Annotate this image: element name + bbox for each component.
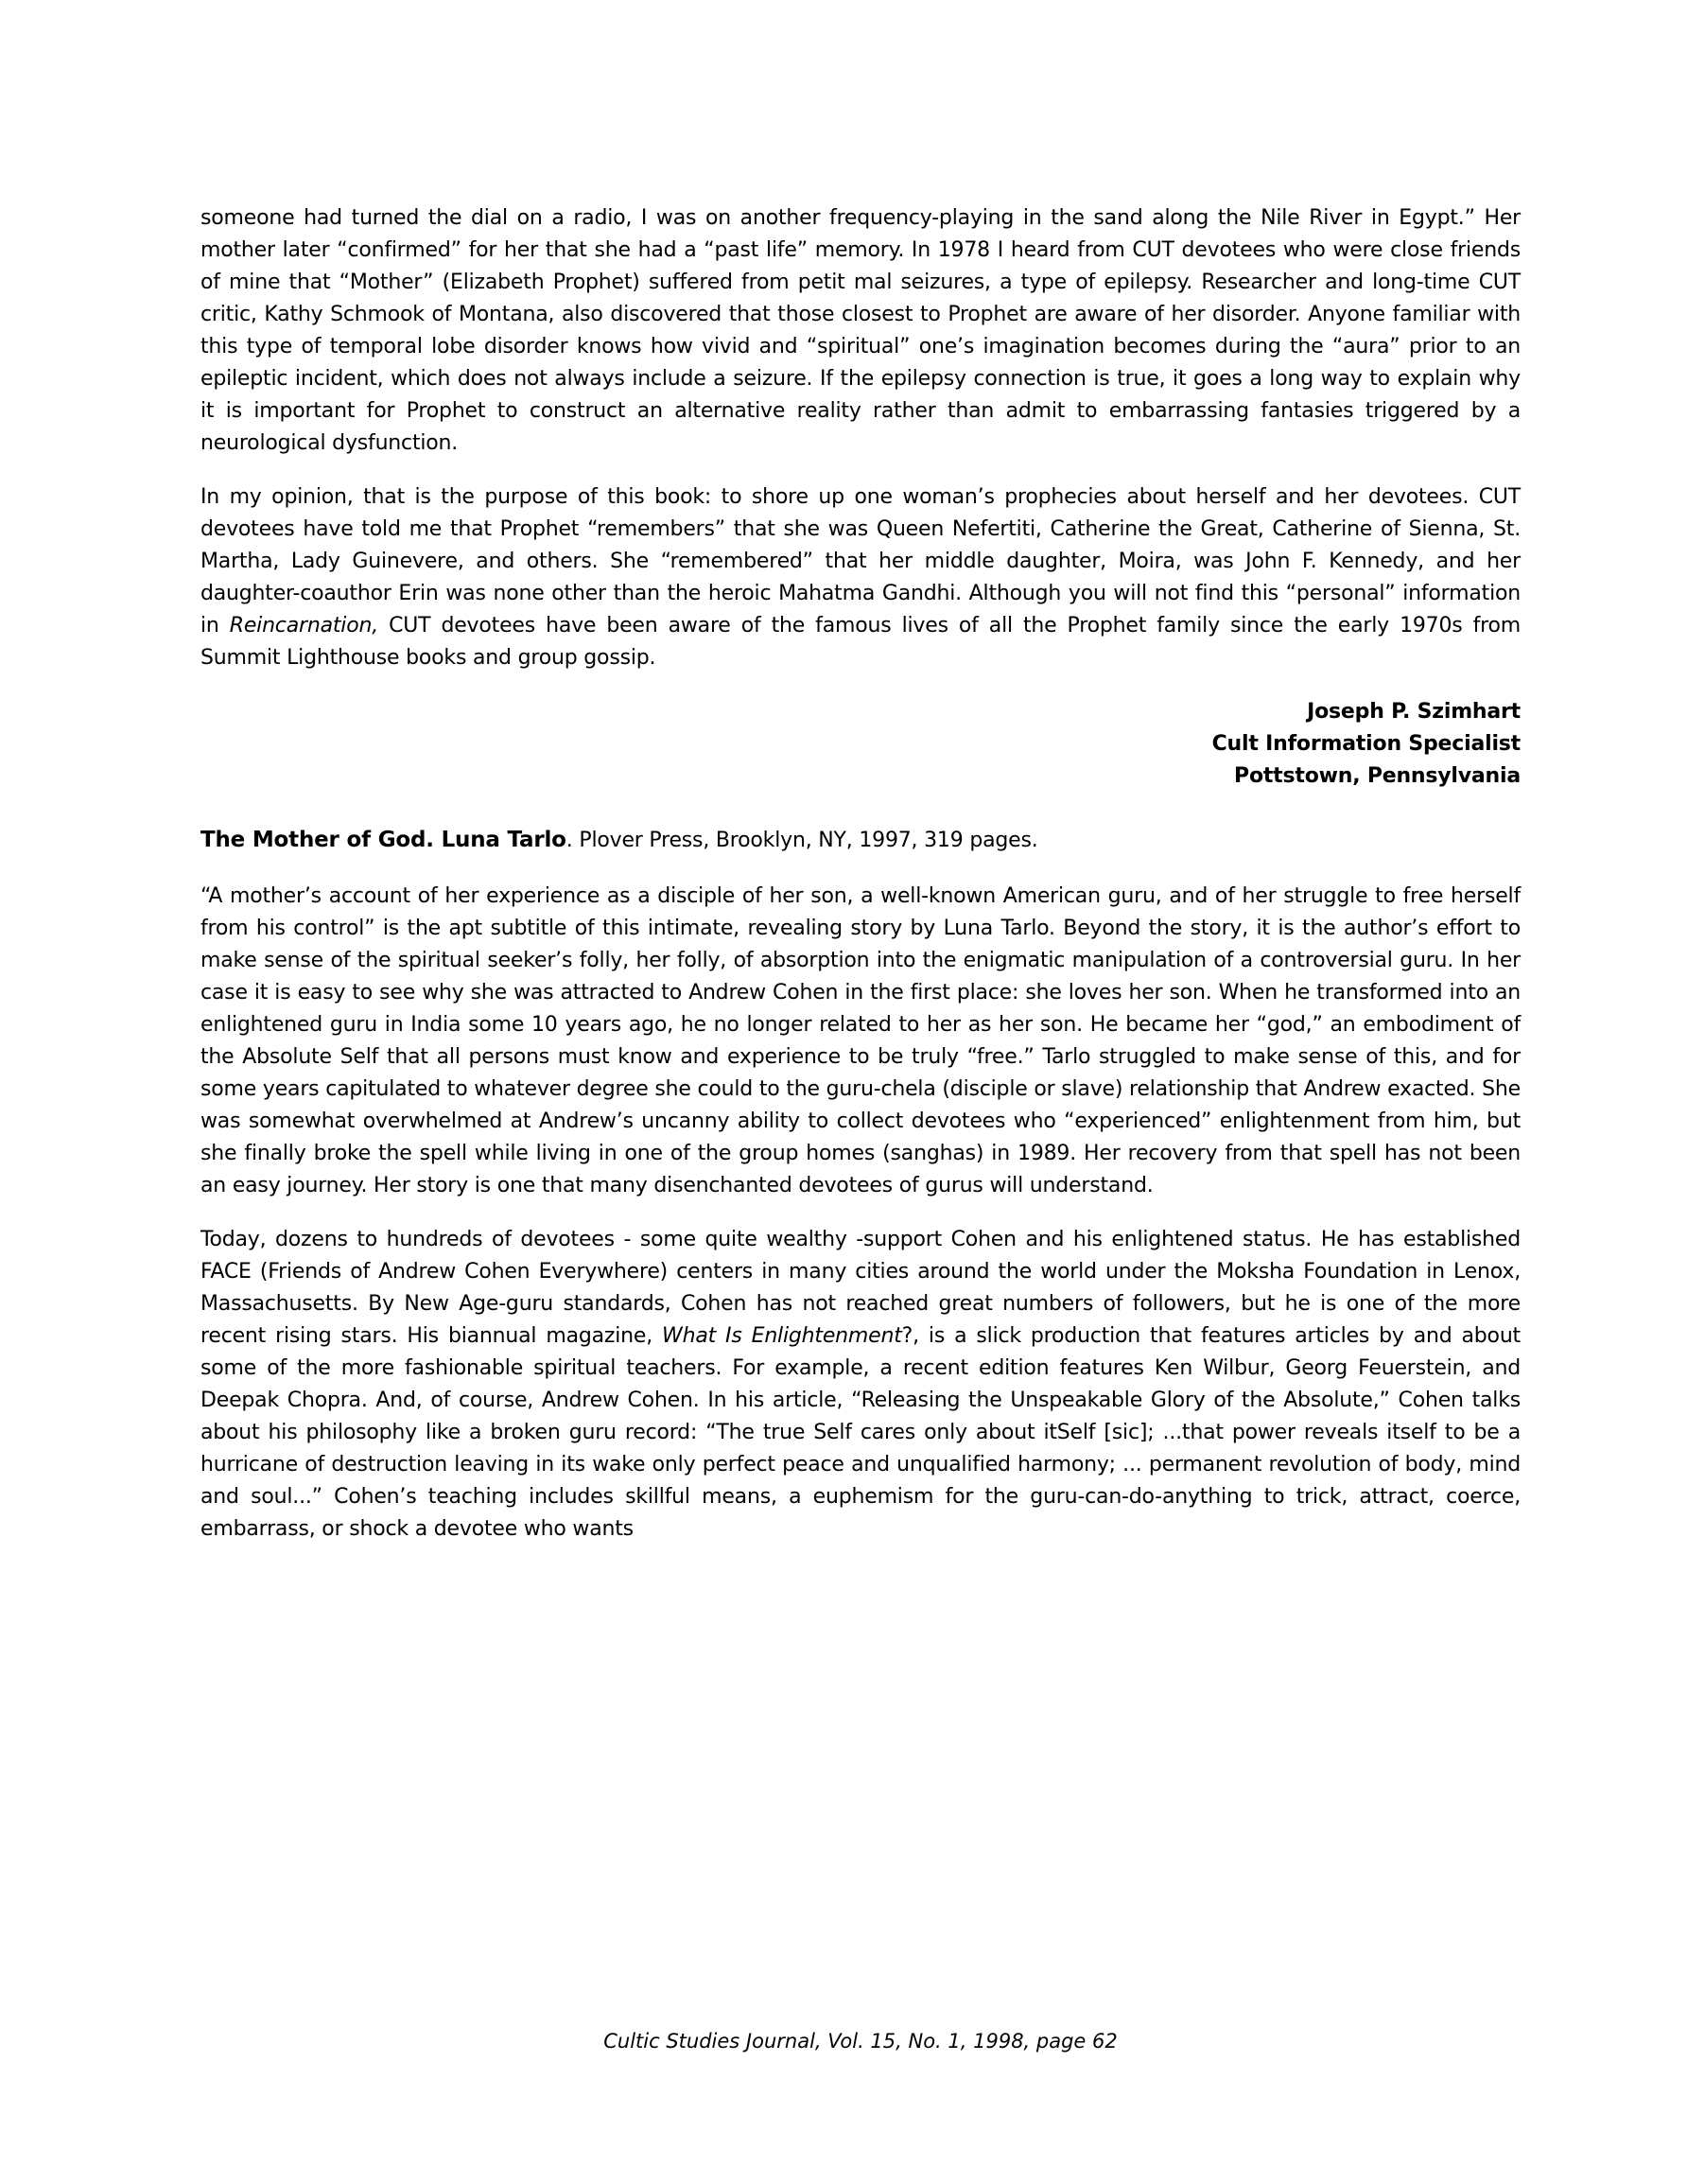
continuation-paragraph-2-text-after: CUT devotees have been aware of the famous lives of all the Prophet family since the early 1970s from Summit Lighthouse books and group gossip. (200, 614, 1521, 670)
book-title-reincarnation: Reincarnation, (229, 614, 378, 638)
reviewer-name: Joseph P. Szimhart (1307, 700, 1521, 724)
continuation-paragraph-1-text: someone had turned the dial on a radio, I was on another frequency-playing in the sand along the Nile River in Egypt.” Her mother later “confirmed” for her that she had a “past life” memory. In 1978 I heard from CUT devotees who were close friends of mine that “Mother” (Elizabeth Prophet) suffered from petit mal seizures, a type of epilepsy. Researcher and long-time CUT critic, Kathy Schmook of Montana, also discovered that those closest to Prophet are aware of her disorder. Anyone familiar with this type of temporal lobe disorder knows how vivid and “spiritual” one’s imagination becomes during the “aura” prior to an epileptic incident, which does not always include a seizure. If the epilepsy connection is true, it goes a long way to explain why it is important for Prophet to construct an alternative reality rather than admit to embarrassing fantasies triggered by a neurological dysfunction. (200, 206, 1521, 455)
continuation-paragraph-2 (200, 481, 1521, 674)
review-paragraph-1-text: “A mother’s account of her experience as a disciple of her son, a well-known American guru, and of her struggle to free herself from his control” is the apt subtitle of this intimate, revealing story by Luna Tarlo. Beyond the story, it is the author’s effort to make sense of the spiritual seeker’s folly, her folly, of absorption into the enigmatic manipulation of a controversial guru. In her case it is easy to see why she was attracted to Andrew Cohen in the first place: she loves her son. When he transformed into an enlightened guru in India some 10 years ago, he no longer related to her as her son. He became her “god,” an embodiment of the Absolute Self that all persons must know and experience to be truly “free.” Tarlo struggled to make sense of this, and for some years capitulated to whatever degree she could to the guru-chela (disciple or slave) relationship that Andrew exacted. She was somewhat overwhelmed at Andrew’s uncanny ability to collect devotees who “experienced” enlightenment from him, but she finally broke the spell while living in one of the group homes (sanghas) in 1989. Her recovery from that spell has not been an easy journey. Her story is one that many disenchanted devotees of gurus will understand. (200, 884, 1521, 1197)
text-column (200, 202, 1521, 1567)
magazine-title-what-is-enlightenment: What Is Enlightenment (662, 1324, 902, 1348)
book-review-heading (200, 824, 1521, 857)
book-publisher-info: . Plover Press, Brooklyn, NY, 1997, 319 pages. (565, 829, 1038, 852)
review-paragraph-2 (200, 1224, 1521, 1546)
review-paragraph-2-text-before: Today, dozens to hundreds of devotees - some quite wealthy -support Cohen and his enlightened status. He has established FACE (Friends of Andrew Cohen Everywhere) centers in many cities around the world under the Moksha Foundation in Lenox, Massachusetts. By New Age-guru standards, Cohen has not reached great numbers of followers, but he is one of the more recent rising stars. His biannual magazine, (200, 1228, 1521, 1348)
review-paragraph-1 (200, 881, 1521, 1202)
reviewer-title: Cult Information Specialist (1211, 732, 1521, 756)
continuation-paragraph-1 (200, 202, 1521, 460)
footer-text: Cultic Studies Journal, Vol. 15, No. 1, 1998, page 62 (603, 2030, 1118, 2053)
reviewer-location: Pottstown, Pennsylvania (1234, 764, 1521, 788)
book-title-and-author: The Mother of God. Luna Tarlo (200, 828, 566, 852)
review-paragraph-2-text-after: ?, is a slick production that features articles by and about some of the more fashionable spiritual teachers. For example, a recent edition features Ken Wilbur, Georg Feuerstein, and Deepak Chopra. And, of course, Andrew Cohen. In his article, “Releasing the Unspeakable Glory of the Absolute,” Cohen talks about his philosophy like a broken guru record: “The true Self cares only about itSelf [sic]; ...that power reveals itself to be a hurricane of destruction leaving in its wake only perfect peace and unqualified harmony; ... permanent revolution of body, mind and soul...” Cohen’s teaching includes skillful means, a euphemism for the guru-can-do-anything to trick, attract, coerce, embarrass, or shock a devotee who wants (200, 1324, 1521, 1541)
page-footer-citation (200, 2027, 1521, 2055)
continuation-paragraph-2-text-before: In my opinion, that is the purpose of this book: to shore up one woman’s prophecies about herself and her devotees. CUT devotees have told me that Prophet “remembers” that she was Queen Nefertiti, Catherine the Great, Catherine of Sienna, St. Martha, Lady Guinevere, and others. She “remembered” that her middle daughter, Moira, was John F. Kennedy, and her daughter-coauthor Erin was none other than the heroic Mahatma Gandhi. Although you will not find this “personal” information in (200, 485, 1521, 638)
reviewer-signature-block (200, 696, 1521, 793)
